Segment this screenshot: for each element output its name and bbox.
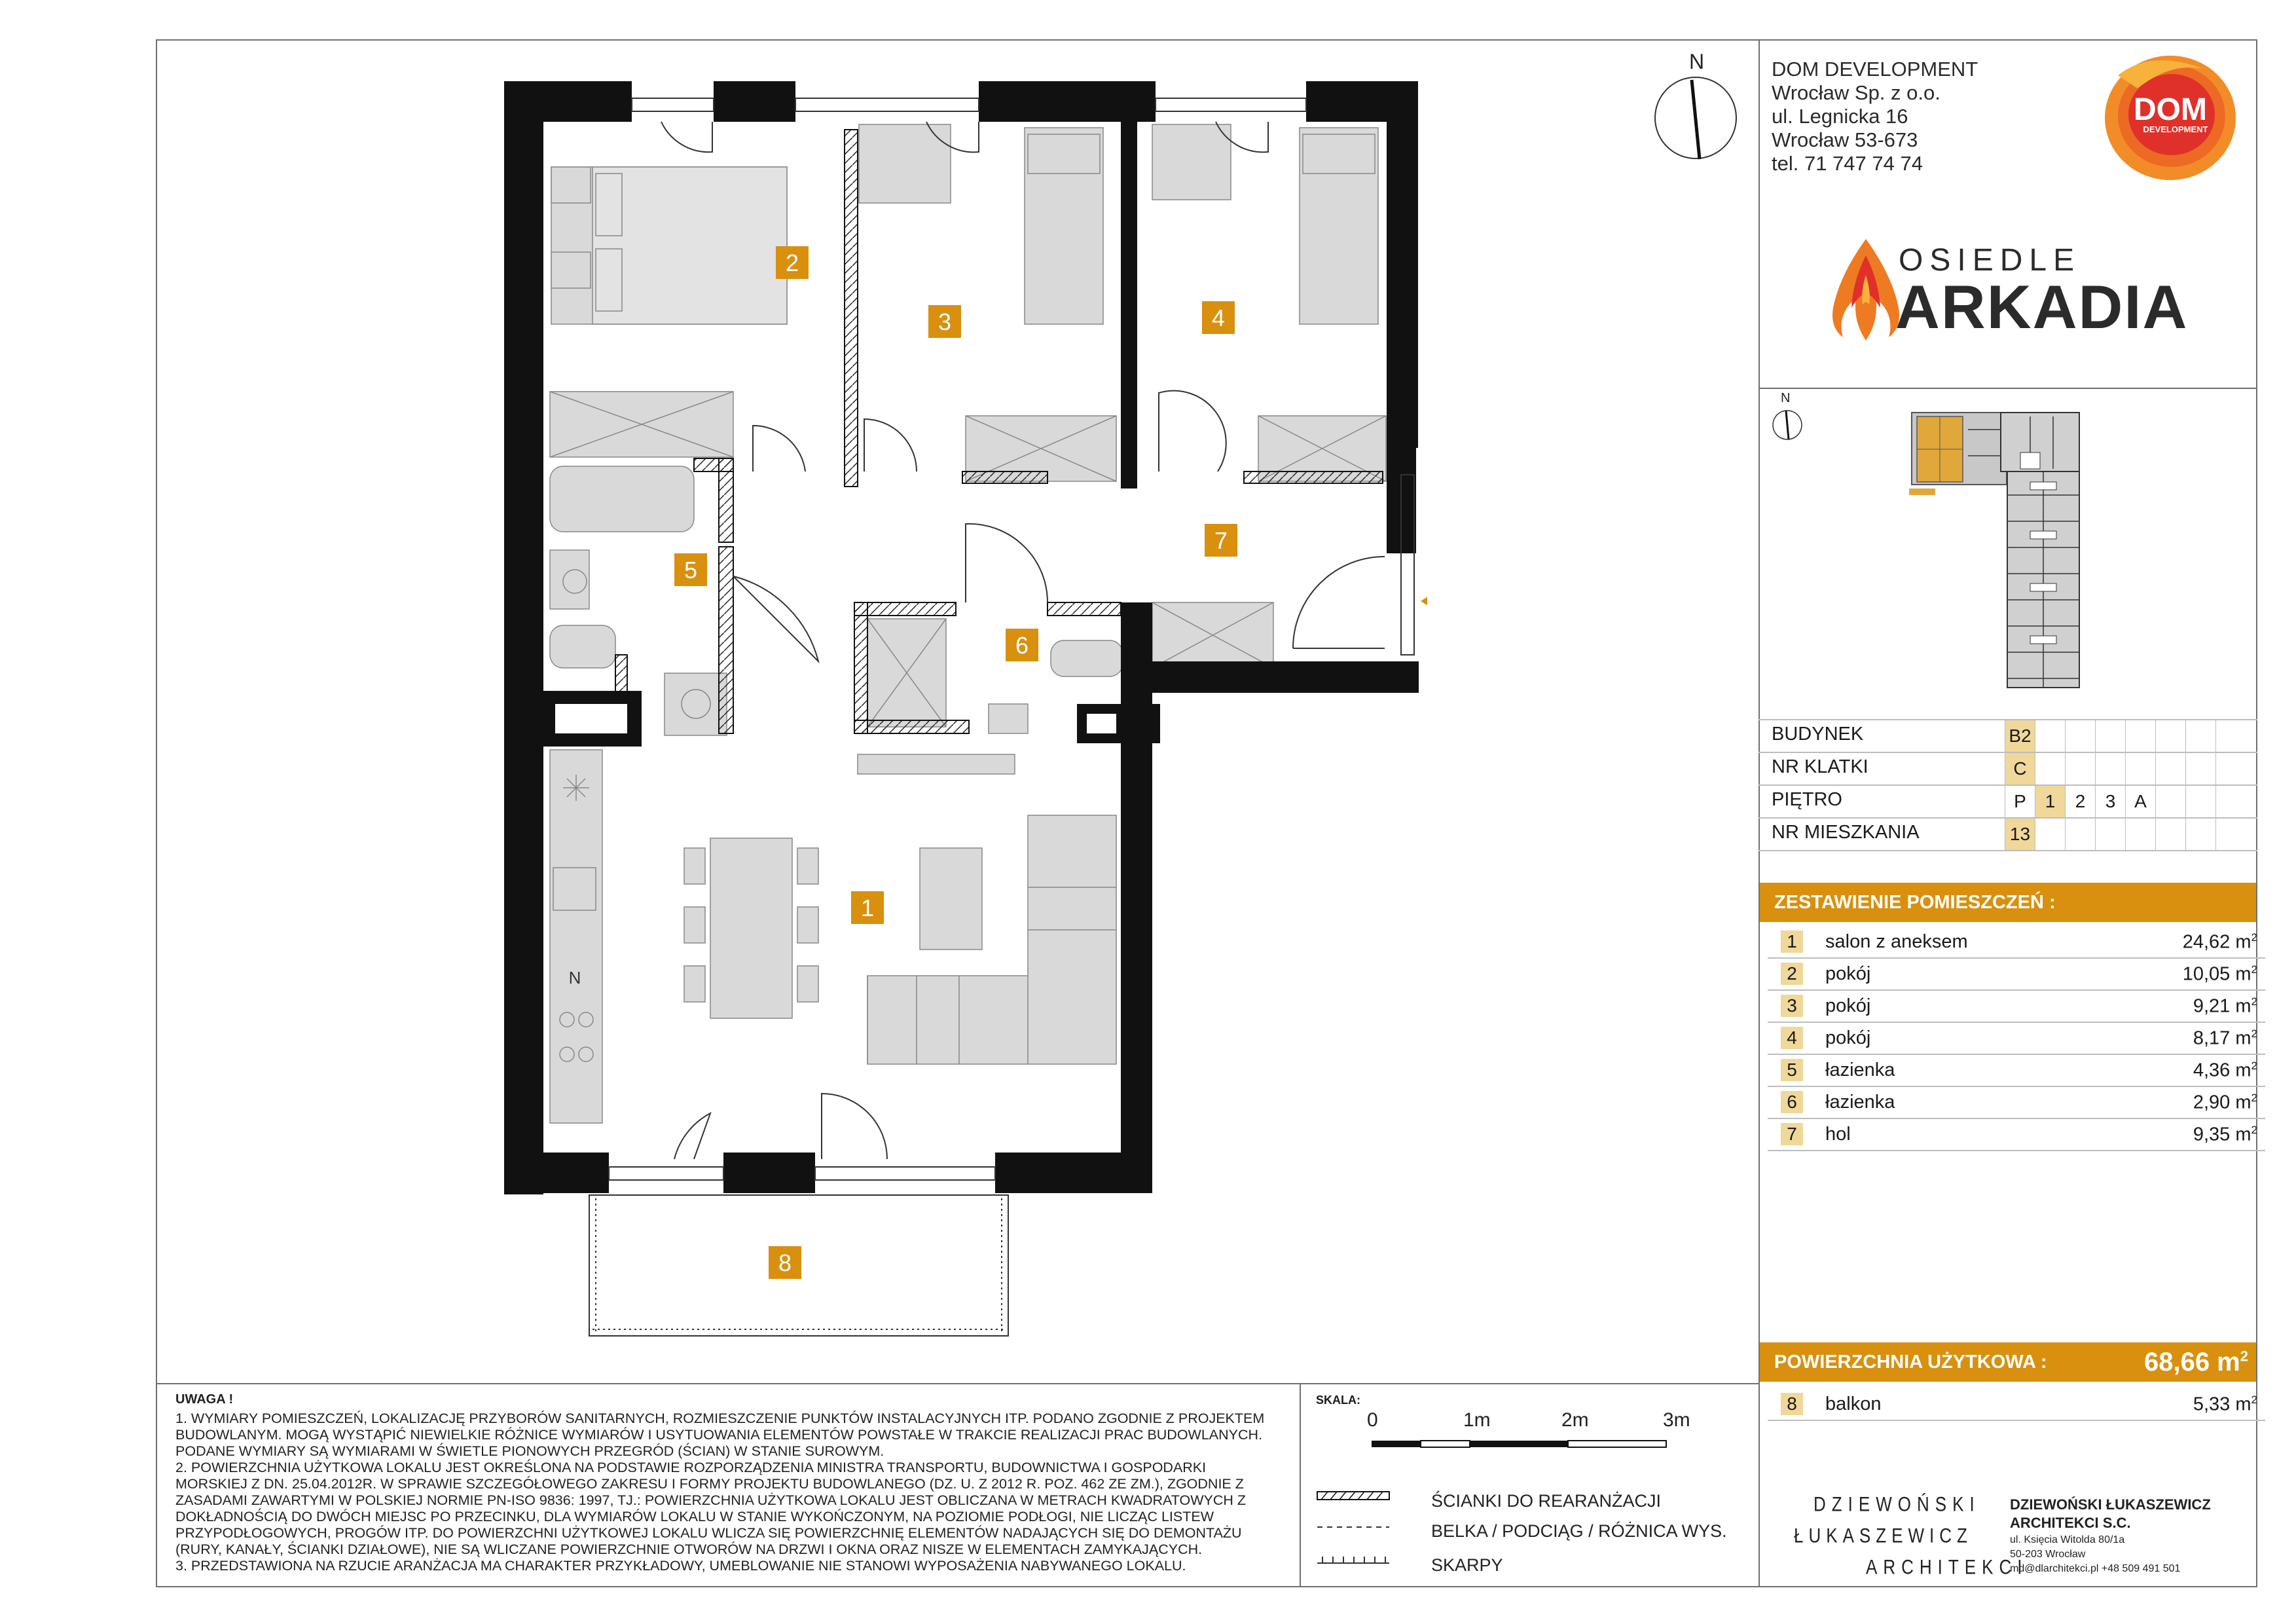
grid-cell bbox=[2065, 720, 2095, 752]
architect-address2: 50-203 Wrocław bbox=[2010, 1549, 2086, 1560]
grid-cell bbox=[2215, 720, 2246, 752]
room-row bbox=[1768, 1086, 2265, 1119]
project-name-line2: ARKADIA bbox=[1895, 272, 2189, 341]
note-line: 2. POWIERZCHNIA UŻYTKOWA LOKALU JEST OKREŚLONA NA PODSTAWIE ROZPORZĄDZENIA MINISTRA TRANSPORTU, BUDOWNICTWA I GOSPODARKI bbox=[175, 1460, 1207, 1475]
note-line: 3. PRZEDSTAWIONA NA RZUCIE ARANŻACJA MA CHARAKTER PRZYKŁADOWY, UMEBLOWANIE NIE STANOWI WYPOSAŻENIA NABYWANEGO LOKALU. bbox=[175, 1558, 1186, 1574]
room-area: 9,21 $m^2$ bbox=[2193, 995, 2257, 1017]
floor-option-2: 2 bbox=[2065, 786, 2095, 817]
compass bbox=[1650, 49, 1741, 167]
rooms-header-bar bbox=[1760, 883, 2256, 922]
room-number: 8 bbox=[1781, 1393, 1803, 1415]
grid-cell bbox=[2035, 819, 2065, 850]
plan-room-label: 7 bbox=[1214, 527, 1228, 554]
bathtub bbox=[550, 466, 694, 532]
chair bbox=[684, 907, 705, 943]
plan-room-label: 2 bbox=[785, 249, 799, 276]
apartment-value: 13 bbox=[2005, 819, 2035, 850]
grid-cell bbox=[2035, 720, 2065, 752]
dom-logo-text: DOM bbox=[2134, 92, 2207, 127]
developer-street: ul. Legnicka 16 bbox=[1772, 105, 1908, 128]
room-row bbox=[1768, 1118, 2265, 1151]
room-number: 6 bbox=[1781, 1091, 1803, 1113]
staircase-value: C bbox=[2005, 753, 2035, 784]
developer-phone: tel. 71 747 74 74 bbox=[1772, 152, 1923, 175]
divider-horizontal-footer bbox=[156, 1383, 1760, 1384]
chair bbox=[684, 848, 705, 884]
architect-logo-line2: ŁUKASZEWICZ bbox=[1794, 1523, 1973, 1547]
grid-cell bbox=[2065, 753, 2095, 784]
usable-area-label: POWIERZCHNIA UŻYTKOWA : bbox=[1774, 1352, 2047, 1373]
note-line: PRZYPODŁOGOWYCH, PROGÓW ITP. DO POWIERZCHNI UŻYTKOWEJ LOKALU WLICZA SIĘ POWIERZCHNIĘ ELEMENTÓW NADAJĄCYCH SIĘ DO DEMONTAŻU bbox=[175, 1525, 1242, 1541]
nightstand bbox=[551, 167, 591, 203]
usable-area-bar bbox=[1760, 1342, 2256, 1382]
room-area: 9,35 $m^2$ bbox=[2193, 1124, 2257, 1145]
architect-name2: ARCHITEKCI S.C. bbox=[2010, 1515, 2131, 1531]
architect-logo-line1: DZIEWOŃSKI bbox=[1813, 1492, 1980, 1516]
divider-vertical-notes bbox=[1300, 1383, 1301, 1587]
note-line: DOKŁADNOŚCIĄ DO DWÓCH MIEJSC PO PRZECINKU, DLA WYMIARÓW LOKALU W STANIE WYKOŃCZONYM, NA POZIOMIE PODŁOGI, NIE LICZĄC LISTEW bbox=[175, 1509, 1214, 1524]
legend-slopes-symbol bbox=[1317, 1557, 1389, 1563]
room-name: pokój bbox=[1825, 995, 1871, 1016]
project-name-line1: OSIEDLE bbox=[1899, 243, 2081, 278]
room-row bbox=[1768, 926, 2265, 959]
toilet bbox=[550, 625, 615, 668]
washing-machine bbox=[665, 673, 727, 735]
oven-mark: N bbox=[568, 968, 581, 987]
nightstand bbox=[551, 252, 591, 288]
legend-beam: BELKA / PODCIĄG / RÓŻNICA WYS. bbox=[1431, 1521, 1727, 1541]
sink bbox=[989, 704, 1028, 733]
dom-development-logo bbox=[2098, 49, 2242, 187]
plan-room-label: 5 bbox=[683, 557, 698, 583]
chair bbox=[797, 907, 818, 943]
grid-cell bbox=[2185, 819, 2215, 850]
plan-room-label: 8 bbox=[778, 1249, 792, 1276]
grid-cell bbox=[2215, 753, 2246, 784]
balcony-row bbox=[1768, 1388, 2265, 1421]
grid-cell bbox=[2095, 720, 2125, 752]
building-label: BUDYNEK bbox=[1772, 724, 1864, 745]
room-number: 4 bbox=[1781, 1027, 1803, 1049]
room-name: hol bbox=[1825, 1124, 1851, 1145]
legend-rearrangeable-walls-symbol bbox=[1317, 1492, 1389, 1500]
grid-cell bbox=[2185, 786, 2215, 817]
developer-company: Wrocław Sp. z o.o. bbox=[1772, 81, 1941, 104]
key-plan-north-label: N bbox=[1781, 391, 1791, 405]
room-area: 10,05 $m^2$ bbox=[2182, 963, 2257, 985]
dom-logo-subtext: DEVELOPMENT bbox=[2143, 124, 2208, 134]
grid-cell bbox=[2215, 786, 2246, 817]
room-number: 1 bbox=[1781, 931, 1803, 953]
architect-contact: md@dlarchitekci.pl +48 509 491 501 bbox=[2010, 1563, 2181, 1574]
scale-tick-3m: 3m bbox=[1663, 1409, 1690, 1431]
developer-city: Wrocław 53-673 bbox=[1772, 128, 1918, 151]
floor-option-3: 3 bbox=[2095, 786, 2125, 817]
scale-label: SKALA: bbox=[1316, 1393, 1360, 1407]
grid-cell bbox=[2155, 720, 2185, 752]
room-name: balkon bbox=[1825, 1393, 1882, 1414]
floor-option-1-selected: 1 bbox=[2035, 786, 2065, 817]
rooms-header: ZESTAWIENIE POMIESZCZEŃ : bbox=[1774, 892, 2056, 913]
architect-address1: ul. Księcia Witolda 80/1a bbox=[2010, 1534, 2125, 1545]
note-line: BUDOWLANYM. MOGĄ WYSTĄPIĆ NIEWIELKIE RÓŻNICE WYMIARÓW I USYTUOWANIA ELEMENTÓW POWSTAŁE W TRAKCIE REALIZACJI PRAC BUDOWLANYCH. bbox=[175, 1427, 1263, 1443]
building-key-plan bbox=[1772, 390, 2256, 705]
note-line: MORSKIEJ Z DN. 25.04.2012R. W SPRAWIE SZCZEGÓŁOWEGO ZAKRESU I FORMY PROJEKTU BUDOWLANEGO (DZ. U. Z 2012 R. POZ. 462 ZE ZM.), ZGODNIE Z bbox=[175, 1476, 1244, 1492]
plan-room-label: 4 bbox=[1211, 304, 1226, 331]
room-number: 3 bbox=[1781, 995, 1803, 1017]
apartment-label: NR MIESZKANIA bbox=[1772, 822, 1920, 843]
room-name: pokój bbox=[1825, 963, 1871, 984]
legend-rearrangeable-walls: ŚCIANKI DO REARANŻACJI bbox=[1431, 1491, 1662, 1511]
kitchen-counter bbox=[550, 750, 602, 1123]
room-area: 24,62 $m^2$ bbox=[2182, 931, 2257, 953]
usable-area-value: 68,66 $m^2$ bbox=[2143, 1348, 2248, 1376]
grid-cell bbox=[2185, 753, 2215, 784]
room-area: 8,17 $m^2$ bbox=[2193, 1027, 2257, 1049]
plan-room-label: 6 bbox=[1015, 632, 1029, 659]
room-name: łazienka bbox=[1825, 1060, 1895, 1080]
entrance-arrow-icon bbox=[1421, 586, 1427, 616]
room-area: 2,90 $m^2$ bbox=[2193, 1092, 2257, 1113]
notes-title: UWAGA ! bbox=[175, 1392, 234, 1407]
grid-cell bbox=[2125, 753, 2155, 784]
corner-sofa bbox=[867, 815, 1116, 1064]
scale-tick-2m: 2m bbox=[1561, 1409, 1589, 1431]
room-row bbox=[1768, 958, 2265, 991]
grid-cell bbox=[2095, 753, 2125, 784]
room-number: 5 bbox=[1781, 1059, 1803, 1081]
architect-name1: DZIEWOŃSKI ŁUKASZEWICZ bbox=[2010, 1496, 2211, 1513]
plan-room-label: 3 bbox=[938, 308, 952, 335]
tv-stand bbox=[858, 754, 1015, 774]
grid-cell bbox=[2125, 819, 2155, 850]
staircase-label: NR KLATKI bbox=[1772, 756, 1868, 777]
single-bed bbox=[1025, 128, 1103, 324]
floor-label: PIĘTRO bbox=[1772, 789, 1842, 810]
room-row bbox=[1768, 1054, 2265, 1087]
grid-cell bbox=[2035, 753, 2065, 784]
arkadia-flame-logo bbox=[1827, 236, 1905, 347]
room-number: 2 bbox=[1781, 963, 1803, 985]
sink bbox=[550, 550, 589, 609]
notes-block bbox=[175, 1392, 1275, 1574]
legend-symbols bbox=[1316, 1490, 1394, 1581]
grid-line bbox=[1758, 850, 2257, 851]
chair bbox=[797, 848, 818, 884]
note-line: PODANE WYMIARY SĄ WYMIARAMI W ŚWIETLE PIONOWYCH PRZEGRÓD (ŚCIAN) W STANIE SUROWYM. bbox=[175, 1443, 884, 1459]
room-row bbox=[1768, 1022, 2265, 1055]
desk bbox=[1152, 124, 1231, 200]
grid-cell bbox=[2125, 720, 2155, 752]
legend-slopes: SKARPY bbox=[1431, 1555, 1503, 1575]
room-name: pokój bbox=[1825, 1027, 1871, 1048]
divider-logo-section bbox=[1758, 388, 2257, 389]
room-name: salon z aneksem bbox=[1825, 931, 1968, 952]
grid-cell bbox=[2155, 819, 2185, 850]
scale-bar bbox=[1372, 1439, 1686, 1452]
developer-name: DOM DEVELOPMENT bbox=[1772, 58, 1978, 81]
floor-option-p: P bbox=[2005, 786, 2035, 817]
architect-logo-line3: ARCHITEKCI bbox=[1866, 1555, 2028, 1579]
developer-info bbox=[1772, 58, 1978, 175]
grid-cell bbox=[2065, 819, 2095, 850]
compass-north-label: N bbox=[1689, 50, 1705, 73]
room-name: łazienka bbox=[1825, 1092, 1895, 1113]
coffee-table bbox=[920, 848, 982, 950]
grid-cell bbox=[2155, 786, 2185, 817]
plan-room-label: 1 bbox=[860, 895, 875, 921]
note-line: ZASADAMI ZAWARTYMI W POLSKIEJ NORMIE PN-ISO 9836: 1997, TJ.: POWIERZCHNIA UŻYTKOWA LOKALU JEST OBLICZANA W METRACH KWADRATOWYCH Z bbox=[175, 1492, 1247, 1508]
room-area: 4,36 $m^2$ bbox=[2193, 1060, 2257, 1081]
chair bbox=[797, 966, 818, 1002]
room-area: 5,33 $m^2$ bbox=[2193, 1393, 2257, 1415]
single-bed bbox=[1300, 128, 1378, 324]
building-value: B2 bbox=[2005, 720, 2035, 752]
chair bbox=[684, 966, 705, 1002]
grid-cell bbox=[2095, 819, 2125, 850]
note-line: (RURY, KANAŁY, ŚCIANKI DZIAŁOWE), NIE SĄ WLICZANE POWIERZCHNIE OTWORÓW NA DRZWI I OKNA ORAZ NISZE W ELEMENTACH ZAMYKAJĄCYCH. bbox=[175, 1541, 1203, 1557]
room-row bbox=[1768, 990, 2265, 1023]
room-number: 7 bbox=[1781, 1123, 1803, 1145]
floor-option-a: A bbox=[2125, 786, 2155, 817]
grid-cell bbox=[2155, 753, 2185, 784]
grid-cell bbox=[2215, 819, 2246, 850]
dining-table bbox=[710, 838, 792, 1018]
scale-tick-0: 0 bbox=[1367, 1409, 1378, 1431]
scale-tick-1m: 1m bbox=[1463, 1409, 1491, 1431]
toilet bbox=[1051, 640, 1123, 676]
grid-cell bbox=[2185, 720, 2215, 752]
furniture bbox=[550, 124, 1386, 1123]
note-line: 1. WYMIARY POMIESZCZEŃ, LOKALIZACJĘ PRZYBORÓW SANITARNYCH, ROZMIESZCZENIE PUNKTÓW INSTALACYJNYCH ITP. PODANO ZGODNIE Z PROJEKTEM bbox=[175, 1411, 1265, 1426]
